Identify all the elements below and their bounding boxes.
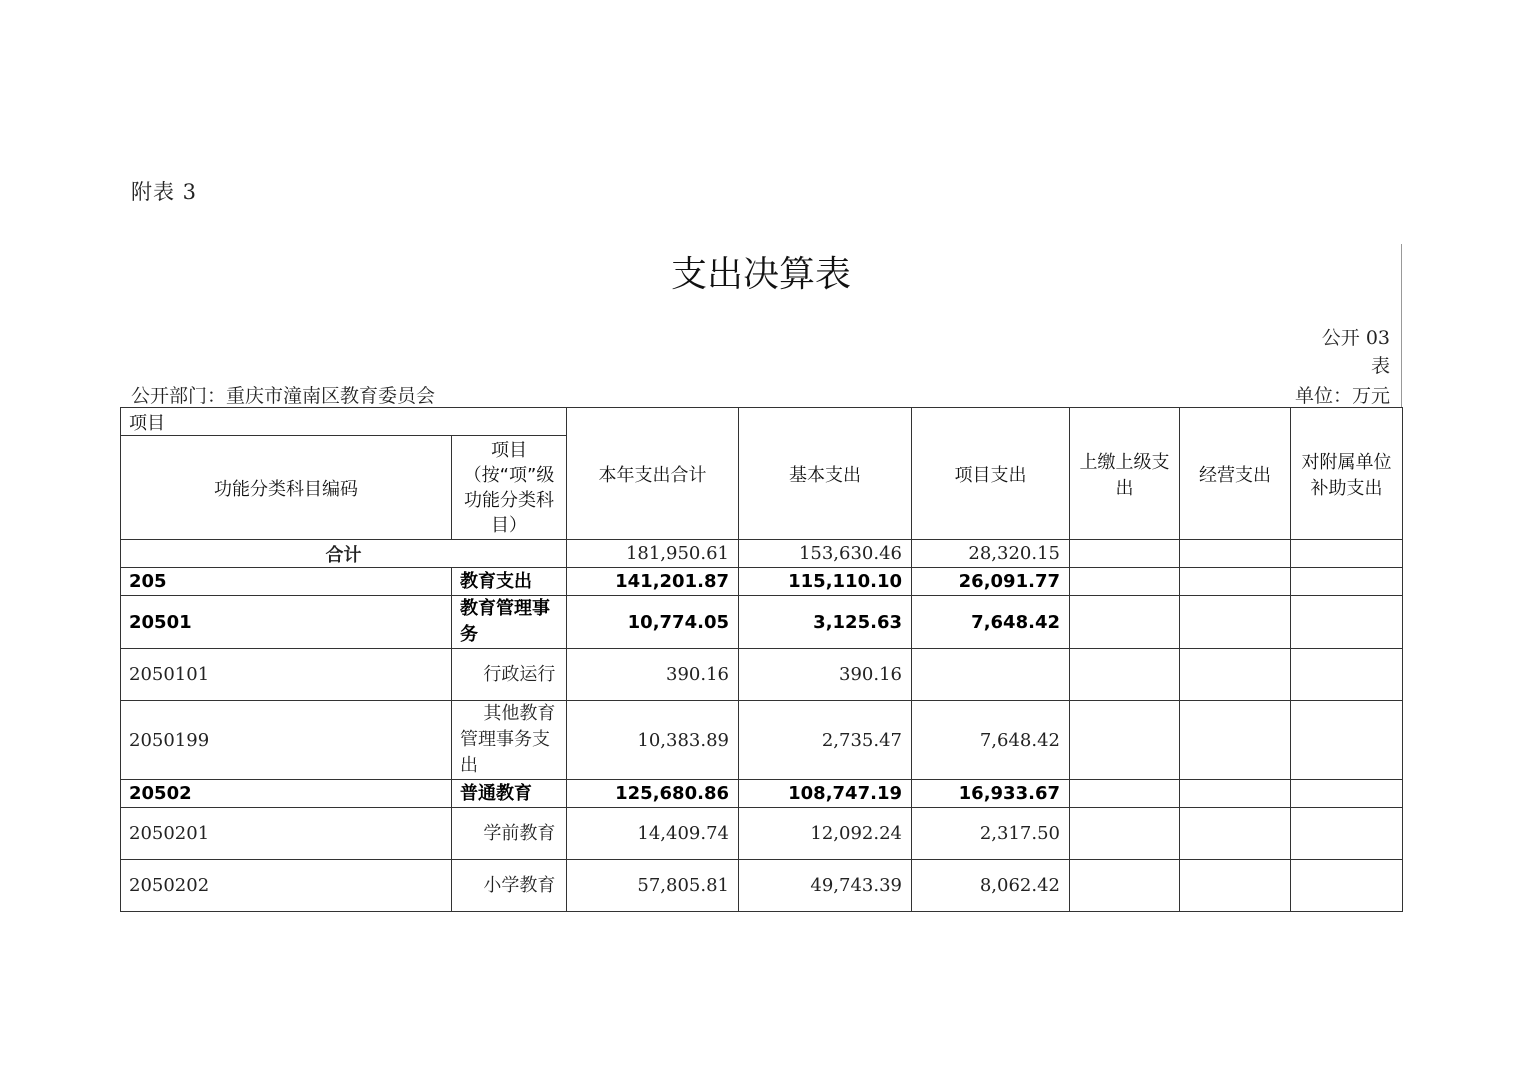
row-total: 390.16 — [567, 649, 739, 701]
row-project — [912, 649, 1070, 701]
row-total: 14,409.74 — [567, 808, 739, 860]
header-project: 项目支出 — [912, 408, 1070, 540]
row-code: 20501 — [121, 596, 452, 649]
row-business — [1180, 808, 1291, 860]
row-code: 2050101 — [121, 649, 452, 701]
divider — [1401, 244, 1402, 408]
row-business — [1180, 568, 1291, 596]
table-row — [121, 808, 1403, 860]
row-upper — [1070, 860, 1180, 912]
table-code — [1310, 324, 1390, 380]
row-subsidy — [1291, 701, 1403, 780]
row-code: 2050199 — [121, 701, 452, 780]
row-upper — [1070, 596, 1180, 649]
row-code: 20502 — [121, 780, 452, 808]
total-basic: 153,630.46 — [739, 540, 912, 568]
attachment-label: 附表 3 — [131, 180, 198, 204]
total-row — [121, 540, 1403, 568]
header-total: 本年支出合计 — [567, 408, 739, 540]
row-subsidy — [1291, 568, 1403, 596]
row-upper — [1070, 649, 1180, 701]
row-subsidy — [1291, 860, 1403, 912]
table-row — [121, 860, 1403, 912]
row-basic: 49,743.39 — [739, 860, 912, 912]
total-amount: 181,950.61 — [567, 540, 739, 568]
row-subsidy — [1291, 780, 1403, 808]
header-basic: 基本支出 — [739, 408, 912, 540]
row-name: 教育支出 — [452, 568, 567, 596]
row-project: 7,648.42 — [912, 596, 1070, 649]
header-upper: 上缴上级支出 — [1070, 408, 1180, 540]
row-upper — [1070, 808, 1180, 860]
row-name: 行政运行 — [452, 649, 567, 701]
row-code: 2050201 — [121, 808, 452, 860]
row-basic: 12,092.24 — [739, 808, 912, 860]
department-label: 公开部门：重庆市潼南区教育委员会 — [131, 385, 436, 407]
row-project: 2,317.50 — [912, 808, 1070, 860]
row-project: 7,648.42 — [912, 701, 1070, 780]
header-code: 功能分类科目编码 — [121, 436, 452, 540]
table-row — [121, 649, 1403, 701]
expenditure-table — [120, 407, 1403, 912]
row-total: 10,774.05 — [567, 596, 739, 649]
row-code: 205 — [121, 568, 452, 596]
row-project: 8,062.42 — [912, 860, 1070, 912]
row-total: 125,680.86 — [567, 780, 739, 808]
header-item: 项目 — [121, 408, 567, 436]
row-name: 其他教育管理事务支出 — [452, 701, 567, 780]
row-basic: 108,747.19 — [739, 780, 912, 808]
table-row — [121, 701, 1403, 780]
table-code-line: 公开 03 — [1321, 327, 1390, 349]
row-total: 141,201.87 — [567, 568, 739, 596]
row-name: 学前教育 — [452, 808, 567, 860]
row-basic: 390.16 — [739, 649, 912, 701]
total-project: 28,320.15 — [912, 540, 1070, 568]
row-project: 16,933.67 — [912, 780, 1070, 808]
table-row — [121, 596, 1403, 649]
row-total: 10,383.89 — [567, 701, 739, 780]
row-subsidy — [1291, 808, 1403, 860]
row-code: 2050202 — [121, 860, 452, 912]
row-upper — [1070, 701, 1180, 780]
header-business: 经营支出 — [1180, 408, 1291, 540]
row-basic: 2,735.47 — [739, 701, 912, 780]
total-subsidy — [1291, 540, 1403, 568]
row-name: 普通教育 — [452, 780, 567, 808]
header-subsidy: 对附属单位补助支出 — [1291, 408, 1403, 540]
row-subsidy — [1291, 649, 1403, 701]
table-row — [121, 780, 1403, 808]
row-business — [1180, 860, 1291, 912]
row-basic: 115,110.10 — [739, 568, 912, 596]
row-business — [1180, 780, 1291, 808]
row-total: 57,805.81 — [567, 860, 739, 912]
row-upper — [1070, 780, 1180, 808]
row-subsidy — [1291, 596, 1403, 649]
page-title: 支出决算表 — [670, 254, 851, 295]
row-name: 小学教育 — [452, 860, 567, 912]
table-code-line: 表 — [1370, 355, 1390, 377]
table-row — [121, 568, 1403, 596]
total-business — [1180, 540, 1291, 568]
row-name: 教育管理事务 — [452, 596, 567, 649]
row-business — [1180, 649, 1291, 701]
total-label: 合计 — [121, 540, 567, 568]
row-basic: 3,125.63 — [739, 596, 912, 649]
row-upper — [1070, 568, 1180, 596]
header-row — [121, 408, 1403, 436]
total-upper — [1070, 540, 1180, 568]
row-project: 26,091.77 — [912, 568, 1070, 596]
header-name: 项目（按“项”级功能分类科目） — [452, 436, 567, 540]
row-business — [1180, 596, 1291, 649]
unit-label: 单位：万元 — [1294, 385, 1390, 407]
row-business — [1180, 701, 1291, 780]
